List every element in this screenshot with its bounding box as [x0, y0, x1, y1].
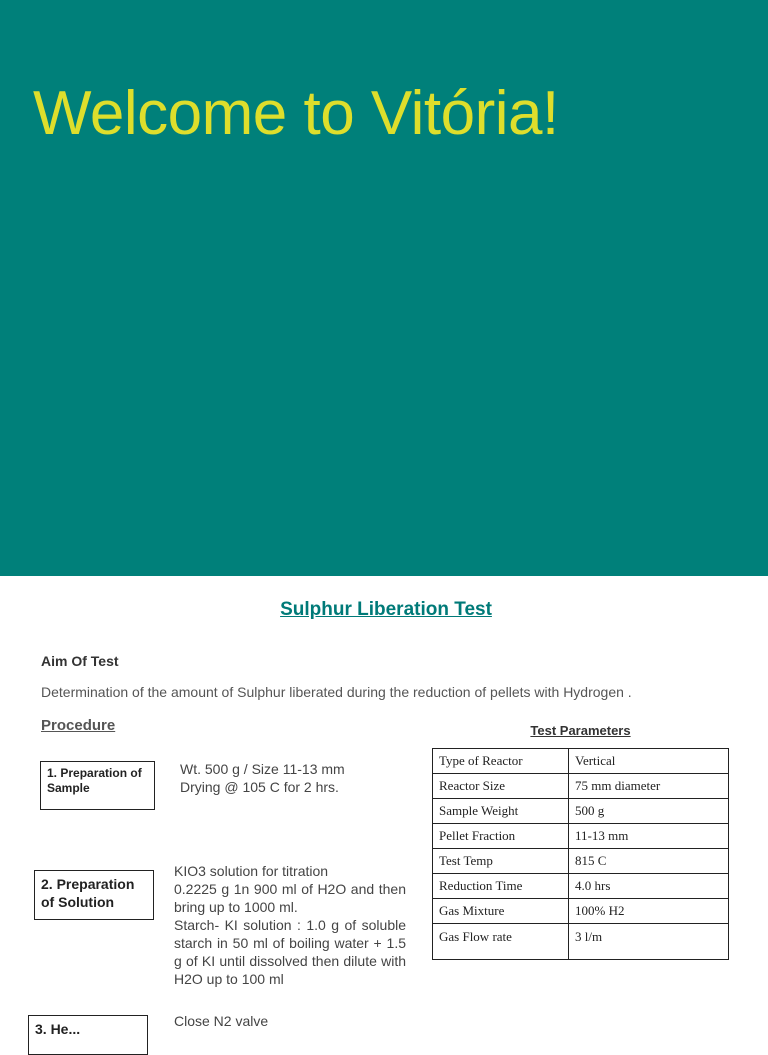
- step-2-description: [174, 862, 406, 988]
- param-value: 4.0 hrs: [569, 874, 729, 899]
- step-2-line: KIO3 solution for titration: [174, 863, 329, 879]
- param-value: 500 g: [569, 799, 729, 824]
- table-row: [433, 899, 729, 924]
- param-key: Gas Mixture: [433, 899, 569, 924]
- document-title: Sulphur Liberation Test: [280, 599, 492, 620]
- banner-title: Welcome to Vitória!: [33, 79, 559, 148]
- table-row: [433, 849, 729, 874]
- aim-heading: Aim Of Test: [41, 653, 119, 669]
- param-value: 815 C: [569, 849, 729, 874]
- param-value: 75 mm diameter: [569, 774, 729, 799]
- param-key: Reduction Time: [433, 874, 569, 899]
- param-value: 11-13 mm: [569, 824, 729, 849]
- step-1-label: 1. Preparation of Sample: [40, 761, 155, 810]
- table-row: [433, 874, 729, 899]
- param-value: 100% H2: [569, 899, 729, 924]
- procedure-heading: Procedure: [41, 717, 116, 734]
- param-key: Test Temp: [433, 849, 569, 874]
- table-row: [433, 774, 729, 799]
- step-3-text: Close N2 valve: [174, 1013, 269, 1029]
- param-key: Sample Weight: [433, 799, 569, 824]
- param-value: Vertical: [569, 749, 729, 774]
- test-parameters-caption: Test Parameters: [530, 723, 631, 738]
- step-2-line: Starch- KI solution : 1.0 g of soluble starch in 50 ml of boiling water + 1.5 g of KI until dissolved then dilute with H2O up to 100 ml: [174, 917, 406, 987]
- step-2-label: 2. Preparation of Solution: [34, 870, 154, 920]
- table-row: [433, 749, 729, 774]
- table-row: [433, 799, 729, 824]
- table-row: [433, 824, 729, 849]
- param-value: 3 l/m: [569, 924, 729, 960]
- param-key: Pellet Fraction: [433, 824, 569, 849]
- step-1-text: Wt. 500 g / Size 11-13 mm Drying @ 105 C for 2 hrs.: [180, 761, 345, 795]
- param-key: Reactor Size: [433, 774, 569, 799]
- param-key: Type of Reactor: [433, 749, 569, 774]
- table-row: [433, 924, 729, 960]
- test-parameters-table: [432, 748, 729, 960]
- param-key: Gas Flow rate: [433, 924, 569, 960]
- step-2-line: 0.2225 g 1n 900 ml of H2O and then bring up to 1000 ml.: [174, 881, 406, 915]
- aim-text: Determination of the amount of Sulphur liberated during the reduction of pellets with Hydrogen .: [41, 684, 632, 700]
- step-3-label: 3. He...: [28, 1015, 148, 1055]
